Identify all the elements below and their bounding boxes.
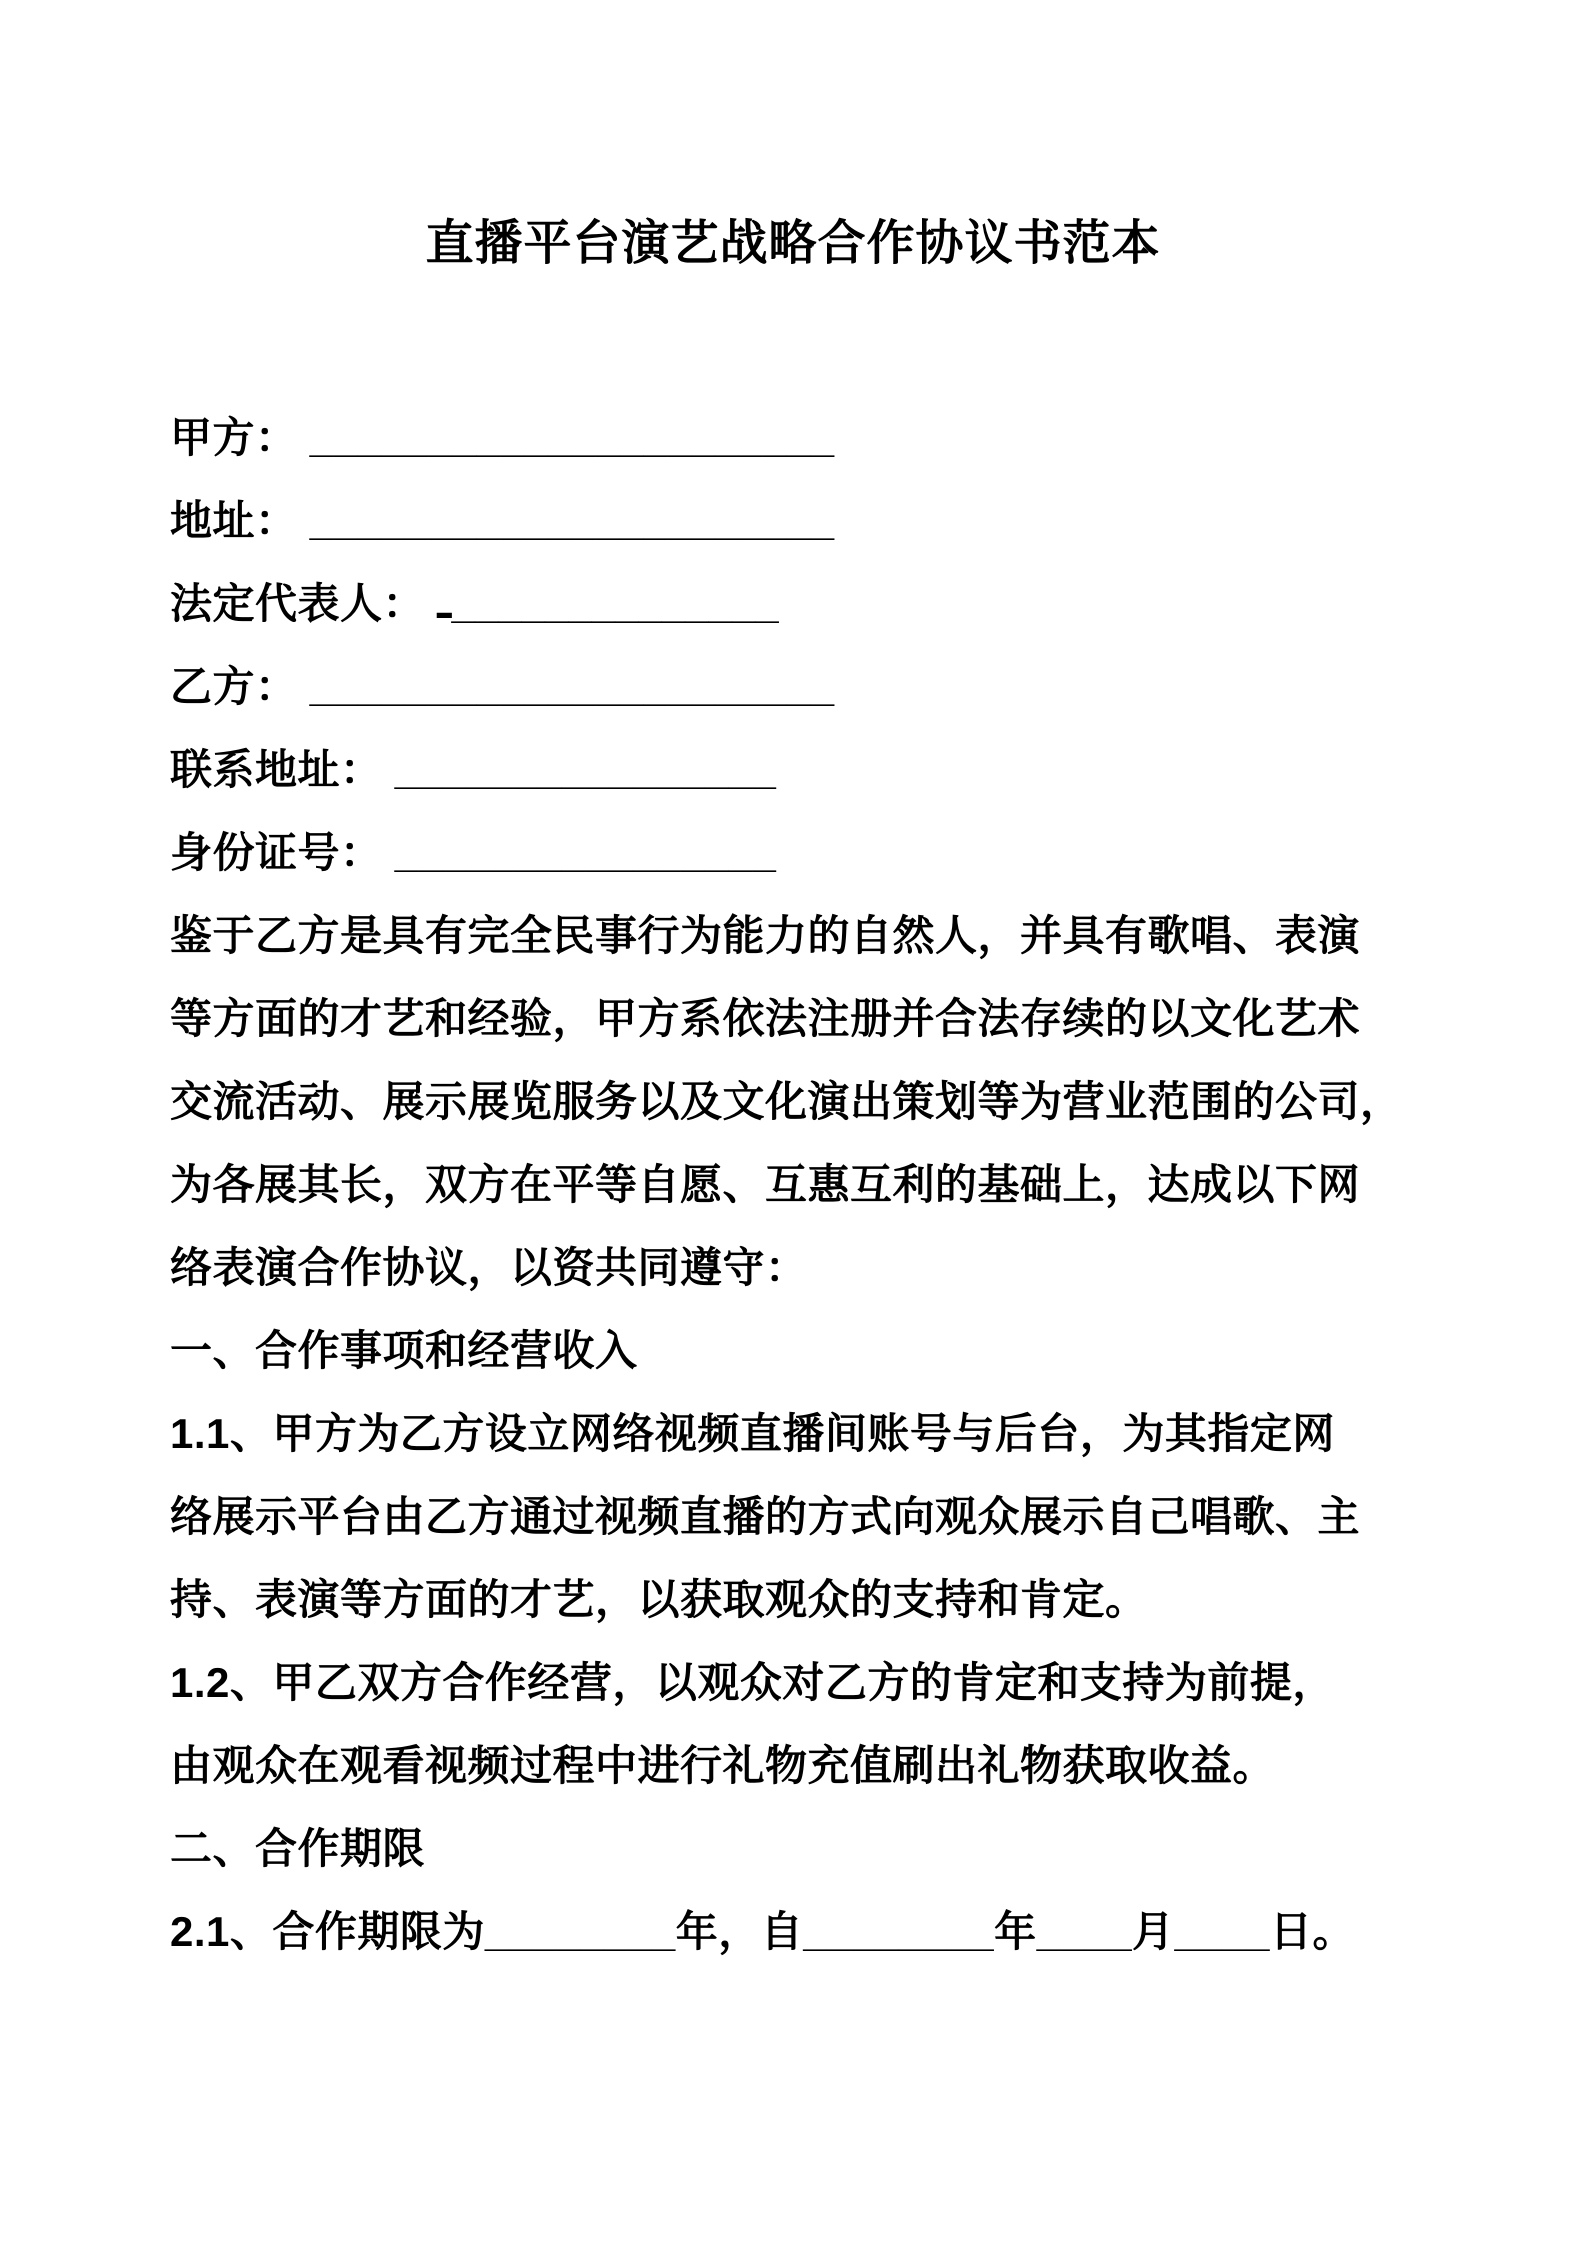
document-line: 交流活动、展示展览服务以及文化演出策划等为营业范围的公司， bbox=[170, 1078, 1403, 1125]
document-line: 地址： ______________________ bbox=[170, 497, 835, 544]
document-line: 联系地址： ________________ bbox=[170, 746, 777, 793]
document-line: 络表演合作协议，以资共同遵守： bbox=[170, 1244, 808, 1291]
document-line: 2.1、合作期限为________年，自________年____月____日。 bbox=[170, 1908, 1355, 1955]
document-line: 持、表演等方面的才艺，以获取观众的支持和肯定。 bbox=[170, 1576, 1148, 1623]
document-line: 身份证号： ________________ bbox=[170, 829, 777, 876]
document-line: 甲方： ______________________ bbox=[170, 414, 835, 461]
document-line: 1.1、甲方为乙方设立网络视频直播间账号与后台，为其指定网 bbox=[170, 1410, 1335, 1457]
document-line: 络展示平台由乙方通过视频直播的方式向观众展示自己唱歌、主 bbox=[170, 1493, 1361, 1540]
document-body bbox=[170, 396, 1466, 1973]
document-line: 乙方： ______________________ bbox=[170, 663, 835, 710]
document-line: 为各展其长，双方在平等自愿、互惠互利的基础上，达成以下网 bbox=[170, 1161, 1361, 1208]
page-title: 直播平台演艺战略合作协议书范本 bbox=[425, 217, 1161, 270]
document-line: 二、合作期限 bbox=[170, 1825, 426, 1872]
document-line: 法定代表人： ـ______________ bbox=[170, 580, 779, 627]
document-line: 1.2、甲乙双方合作经营，以观众对乙方的肯定和支持为前提， bbox=[170, 1659, 1335, 1706]
document-line: 由观众在观看视频过程中进行礼物充值刷出礼物获取收益。 bbox=[170, 1742, 1276, 1789]
document-line: 等方面的才艺和经验，甲方系依法注册并合法存续的以文化艺术 bbox=[170, 995, 1361, 1042]
document-line: 一、合作事项和经营收入 bbox=[170, 1327, 638, 1374]
document-line: 鉴于乙方是具有完全民事行为能力的自然人，并具有歌唱、表演 bbox=[170, 912, 1361, 959]
